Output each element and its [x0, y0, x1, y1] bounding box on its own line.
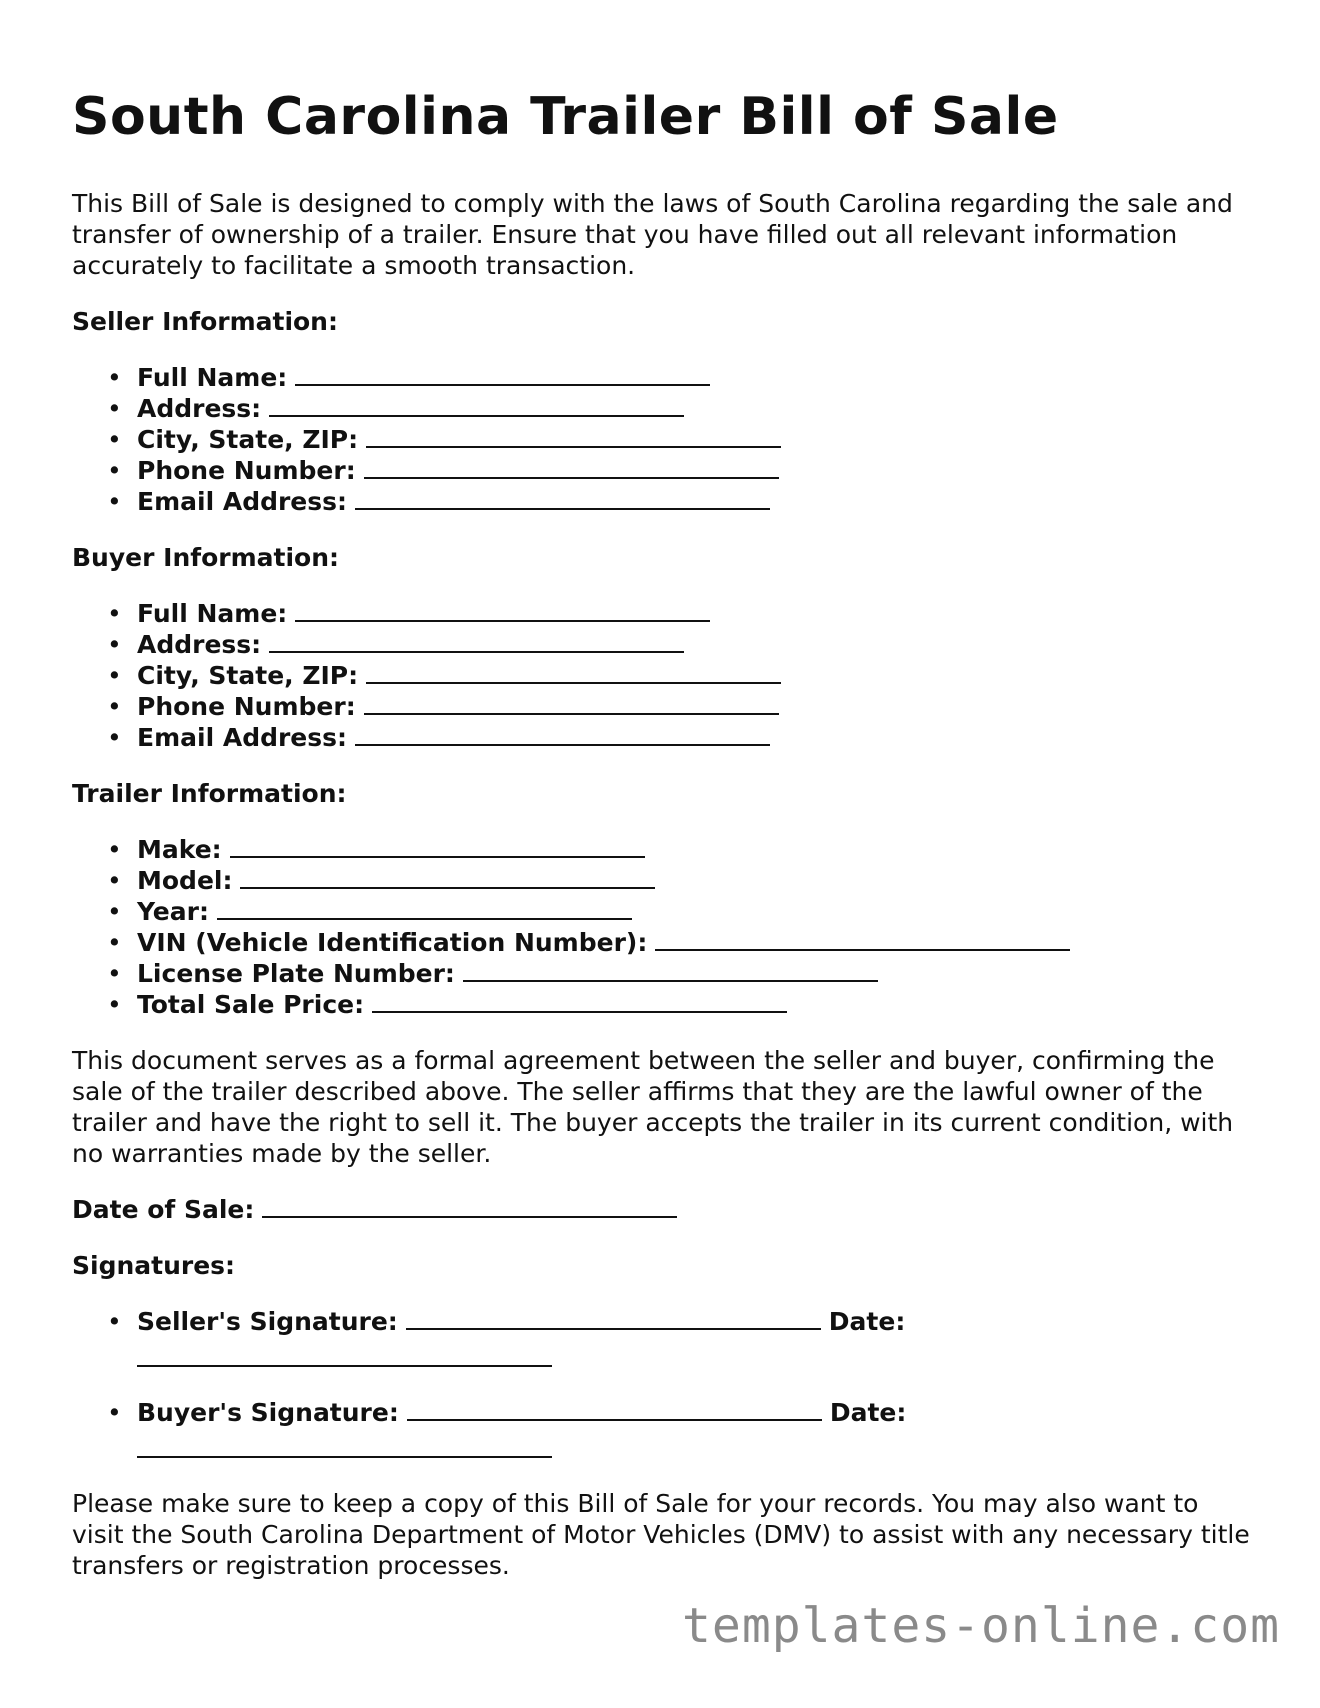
buyer-full-name-blank[interactable] — [295, 598, 710, 622]
seller-fields-list — [72, 362, 1252, 517]
buyer-signature-field: • Buyer's Signature: Date: — [137, 1397, 1252, 1458]
buyer-email-blank[interactable] — [355, 722, 770, 746]
watermark: templates-online.com — [682, 1598, 1280, 1654]
seller-section-heading: Seller Information: — [72, 307, 338, 336]
buyer-address-blank[interactable] — [269, 629, 684, 653]
closing-paragraph: Please make sure to keep a copy of this Bill of Sale for your records. You may also want to visit the South Carolina Department of Motor Vehicles (DMV) to assist with any necessary title transfers or registration processes. — [72, 1489, 1250, 1580]
seller-email-blank[interactable] — [355, 486, 770, 510]
seller-email-field: • Email Address: — [137, 486, 1252, 517]
buyer-city-state-zip-blank[interactable] — [366, 660, 781, 684]
trailer-year-blank[interactable] — [217, 896, 632, 920]
page-title: South Carolina Trailer Bill of Sale — [72, 87, 1059, 147]
buyer-email-field: • Email Address: — [137, 722, 1252, 753]
date-of-sale-blank[interactable] — [262, 1194, 677, 1218]
seller-full-name-blank[interactable] — [295, 362, 710, 386]
buyer-signature-date-label: Date: — [829, 1398, 907, 1427]
seller-signature-field: • Seller's Signature: Date: — [137, 1306, 1252, 1367]
signatures-section-heading: Signatures: — [72, 1251, 236, 1280]
buyer-address-field: • Address: — [137, 629, 1252, 660]
seller-signature-blank[interactable] — [406, 1306, 821, 1330]
agreement-paragraph: This document serves as a formal agreement between the seller and buyer, confirming the sale of the trailer described above. The seller affirms that they are the lawful owner of the trailer and have the right to sell it. The buyer accepts the trailer in its current condition, with no warranties made by the seller. — [72, 1046, 1234, 1168]
buyer-signature-blank[interactable] — [407, 1397, 822, 1421]
trailer-make-blank[interactable] — [230, 834, 645, 858]
signatures-list — [72, 1306, 1252, 1458]
buyer-section-heading: Buyer Information: — [72, 543, 340, 572]
seller-signature-date-label: Date: — [828, 1307, 906, 1336]
trailer-section-heading: Trailer Information: — [72, 779, 347, 808]
trailer-model-field: • Model: — [137, 865, 1252, 896]
trailer-license-plate-blank[interactable] — [463, 958, 878, 982]
trailer-fields-list — [72, 834, 1252, 1020]
seller-phone-field: • Phone Number: — [137, 455, 1252, 486]
buyer-full-name-field: • Full Name: — [137, 598, 1252, 629]
date-of-sale-field: Date of Sale: — [72, 1194, 1252, 1225]
buyer-fields-list — [72, 598, 1252, 753]
intro-paragraph: This Bill of Sale is designed to comply with the laws of South Carolina regarding the sale and transfer of ownership of a trailer. Ensure that you have filled out all relevant information accurately to facilitate a smooth transaction. — [72, 189, 1233, 280]
trailer-model-blank[interactable] — [240, 865, 655, 889]
trailer-vin-field: • VIN (Vehicle Identification Number): — [137, 927, 1252, 958]
seller-full-name-field: • Full Name: — [137, 362, 1252, 393]
buyer-city-state-zip-field: • City, State, ZIP: — [137, 660, 1252, 691]
trailer-vin-blank[interactable] — [655, 927, 1070, 951]
trailer-sale-price-field: • Total Sale Price: — [137, 989, 1252, 1020]
trailer-license-plate-field: • License Plate Number: — [137, 958, 1252, 989]
seller-city-state-zip-field: • City, State, ZIP: — [137, 424, 1252, 455]
buyer-phone-field: • Phone Number: — [137, 691, 1252, 722]
seller-address-field: • Address: — [137, 393, 1252, 424]
seller-phone-blank[interactable] — [364, 455, 779, 479]
seller-city-state-zip-blank[interactable] — [366, 424, 781, 448]
buyer-phone-blank[interactable] — [364, 691, 779, 715]
seller-address-blank[interactable] — [269, 393, 684, 417]
trailer-make-field: • Make: — [137, 834, 1252, 865]
trailer-sale-price-blank[interactable] — [372, 989, 787, 1013]
trailer-year-field: • Year: — [137, 896, 1252, 927]
seller-signature-date-blank[interactable] — [137, 1343, 552, 1367]
buyer-signature-date-blank[interactable] — [137, 1434, 552, 1458]
document-page — [72, 86, 1252, 1581]
